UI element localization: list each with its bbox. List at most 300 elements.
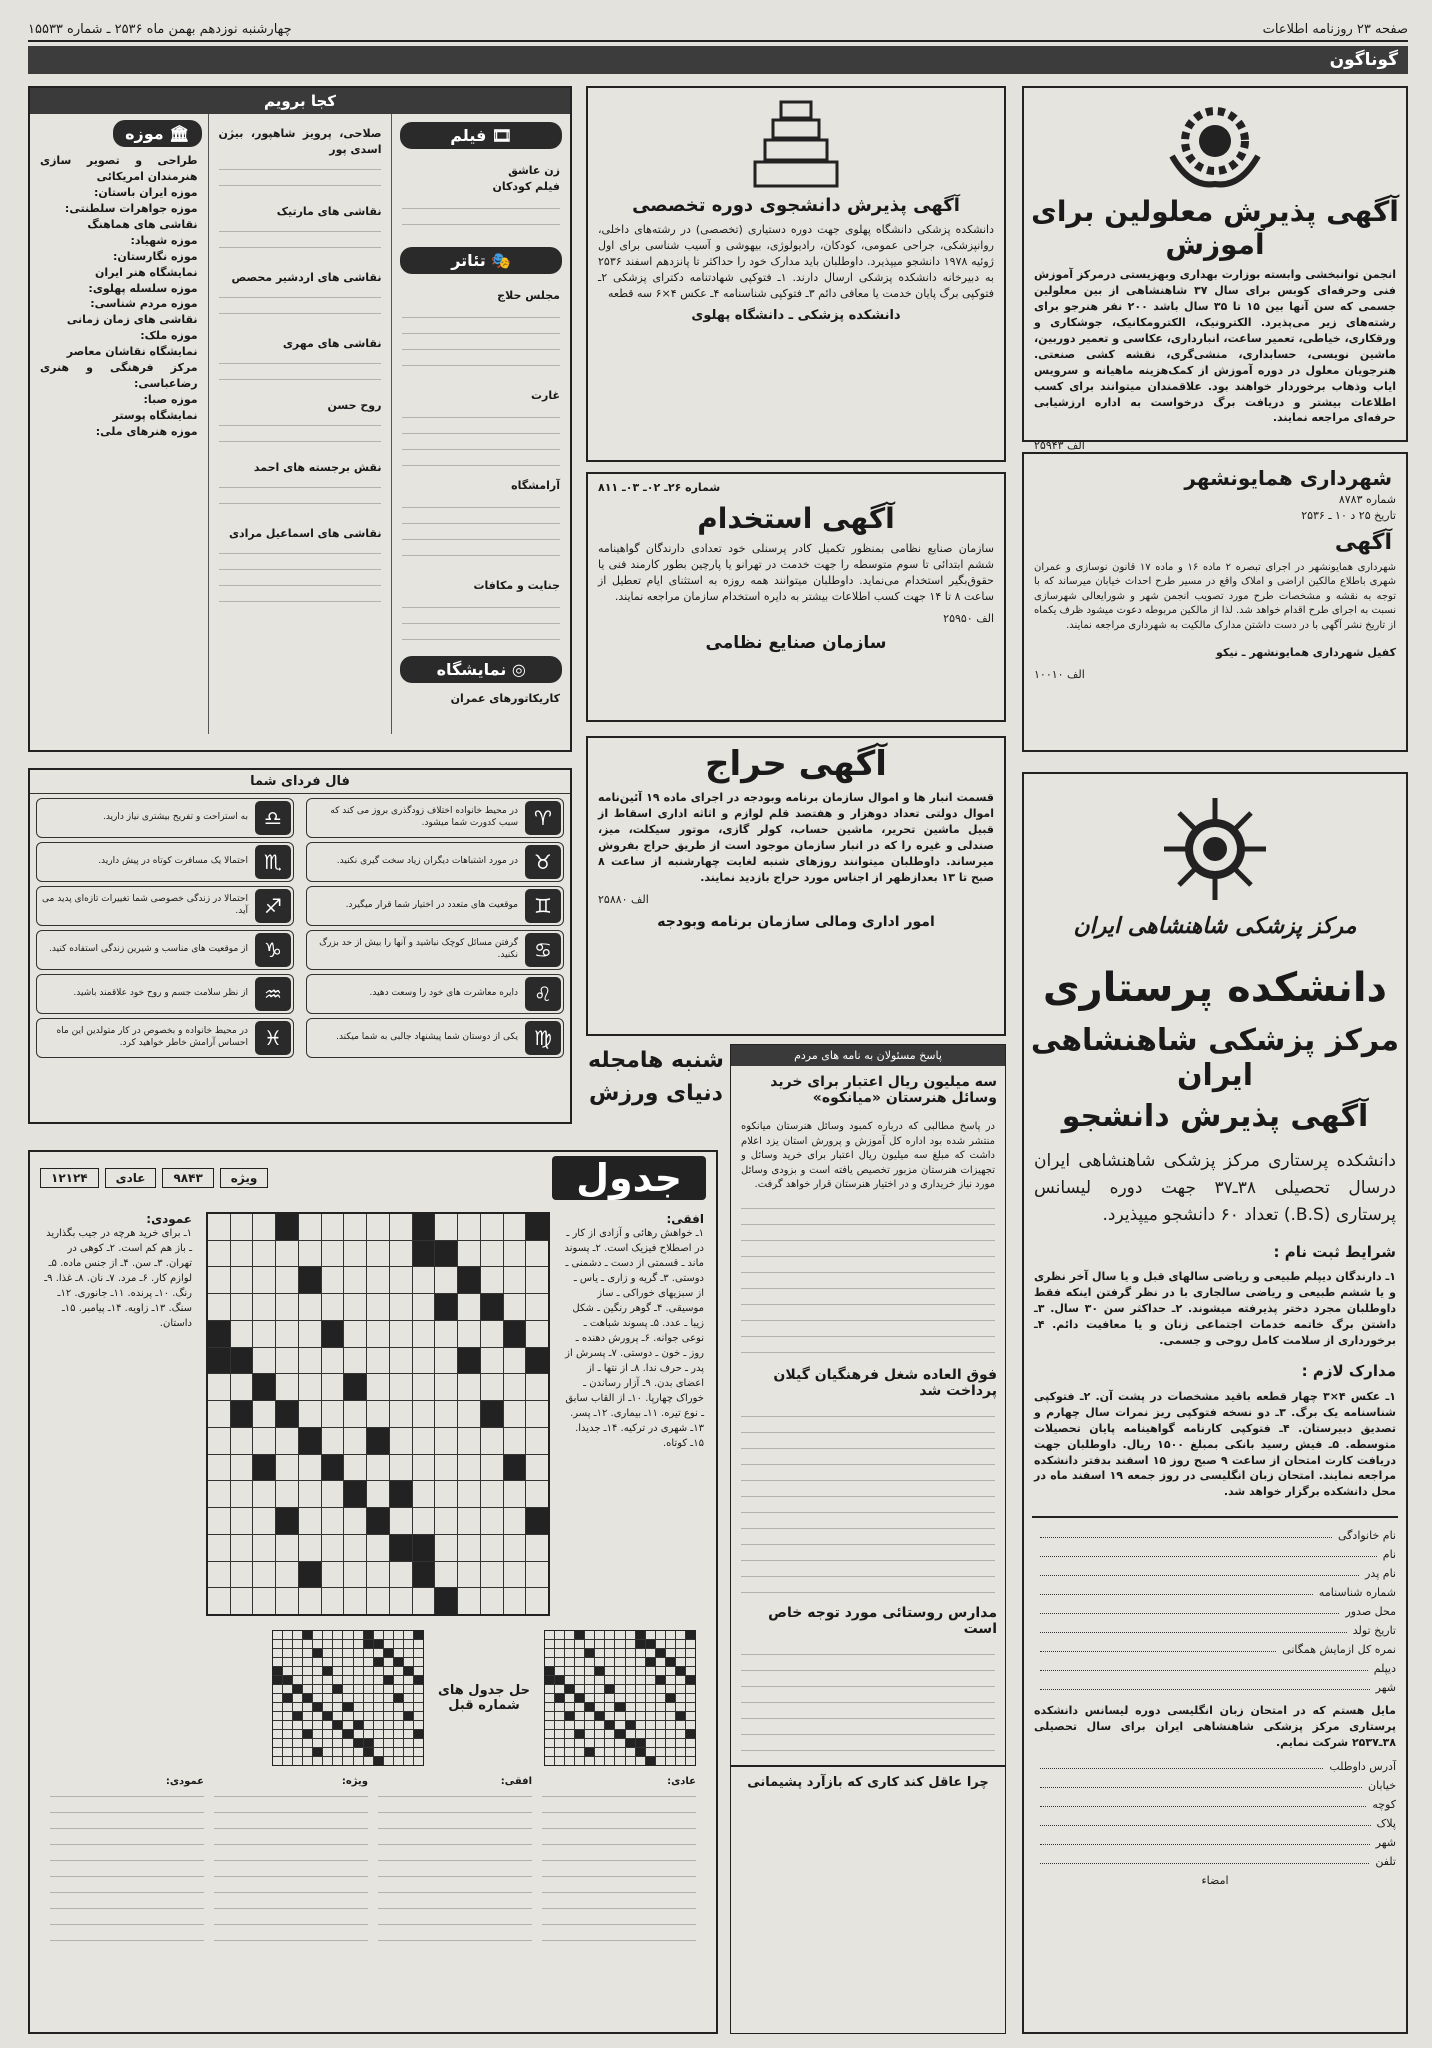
crossword-cell[interactable] — [253, 1428, 275, 1454]
crossword-cell[interactable] — [208, 1374, 230, 1400]
crossword-cell[interactable] — [344, 1428, 366, 1454]
crossword-cell[interactable] — [208, 1562, 230, 1588]
crossword-cell — [374, 1694, 383, 1702]
crossword-cell[interactable] — [390, 1294, 412, 1320]
crossword-cell — [364, 1757, 373, 1765]
crossword-cell[interactable] — [390, 1321, 412, 1347]
crossword-cell[interactable] — [322, 1267, 344, 1293]
crossword-cell[interactable] — [413, 1535, 435, 1561]
crossword-cell — [595, 1712, 604, 1720]
crossword-cell[interactable] — [253, 1535, 275, 1561]
hire-ref: الف ۲۵۹۵۰ — [943, 611, 994, 625]
crossword-cell[interactable] — [413, 1214, 435, 1240]
crossword-cell[interactable] — [253, 1214, 275, 1240]
crossword-cell — [615, 1631, 624, 1639]
crossword-cell — [414, 1712, 423, 1720]
crossword-cell[interactable] — [253, 1294, 275, 1320]
crossword-cell[interactable] — [231, 1241, 253, 1267]
ad-pahlavi-university — [586, 86, 1006, 462]
crossword-cell[interactable] — [390, 1267, 412, 1293]
crossword-cell[interactable] — [344, 1562, 366, 1588]
crossword-cell — [404, 1640, 413, 1648]
crossword-cell[interactable] — [208, 1241, 230, 1267]
crossword-cell — [626, 1658, 635, 1666]
crossword-cell[interactable] — [390, 1588, 412, 1614]
crossword-cell[interactable] — [413, 1267, 435, 1293]
crossword-cell[interactable] — [231, 1294, 253, 1320]
crossword-cell — [323, 1703, 332, 1711]
crossword-cell[interactable] — [390, 1481, 412, 1507]
crossword-cell[interactable] — [504, 1428, 526, 1454]
crossword-cell[interactable] — [231, 1535, 253, 1561]
crossword-cell[interactable] — [276, 1374, 298, 1400]
crossword-cell[interactable] — [458, 1481, 480, 1507]
crossword-cell[interactable] — [231, 1508, 253, 1534]
crossword-cell[interactable] — [526, 1374, 548, 1400]
crossword-cell[interactable] — [322, 1214, 344, 1240]
crossword-cell[interactable] — [231, 1374, 253, 1400]
crossword-cell[interactable] — [344, 1214, 366, 1240]
theatre-item: غارت — [530, 388, 560, 402]
crossword-cell[interactable] — [231, 1321, 253, 1347]
crossword-cell[interactable] — [299, 1374, 321, 1400]
crossword-cell[interactable] — [504, 1508, 526, 1534]
crossword-cell[interactable] — [299, 1428, 321, 1454]
museum-item: موزه نگارستان: — [112, 249, 198, 263]
crossword-cell[interactable] — [344, 1321, 366, 1347]
crossword-cell[interactable] — [526, 1348, 548, 1374]
crossword-cell[interactable] — [390, 1562, 412, 1588]
crossword-cell[interactable] — [458, 1455, 480, 1481]
crossword-cell[interactable] — [458, 1428, 480, 1454]
crossword-cell[interactable] — [208, 1348, 230, 1374]
crossword-cell[interactable] — [322, 1428, 344, 1454]
crossword-cell[interactable] — [276, 1535, 298, 1561]
crossword-cell[interactable] — [458, 1241, 480, 1267]
crossword-cell[interactable] — [367, 1348, 389, 1374]
crossword-cell[interactable] — [322, 1401, 344, 1427]
crossword-cell[interactable] — [322, 1241, 344, 1267]
crossword-cell[interactable] — [367, 1374, 389, 1400]
crossword-cell[interactable] — [367, 1321, 389, 1347]
crossword-cell[interactable] — [276, 1481, 298, 1507]
crossword-cell — [364, 1658, 373, 1666]
crossword-cell — [615, 1649, 624, 1657]
crossword-cell[interactable] — [276, 1294, 298, 1320]
crossword-cell[interactable] — [299, 1481, 321, 1507]
crossword-cell[interactable] — [504, 1481, 526, 1507]
crossword-cell — [293, 1757, 302, 1765]
crossword-cell[interactable] — [458, 1374, 480, 1400]
crossword-cell[interactable] — [322, 1455, 344, 1481]
crossword-cell[interactable] — [367, 1241, 389, 1267]
crossword-cell — [384, 1658, 393, 1666]
crossword-cell[interactable] — [526, 1214, 548, 1240]
crossword-cell — [575, 1694, 584, 1702]
crossword-cell[interactable] — [367, 1535, 389, 1561]
crossword-cell[interactable] — [253, 1562, 275, 1588]
crossword-cell[interactable] — [481, 1508, 503, 1534]
crossword-cell[interactable] — [208, 1428, 230, 1454]
crossword-cell — [545, 1685, 554, 1693]
crossword-cell[interactable] — [276, 1562, 298, 1588]
crossword-cell[interactable] — [208, 1401, 230, 1427]
crossword-cell — [545, 1640, 554, 1648]
ad-nursing-school — [1022, 772, 1408, 2034]
crossword-cell[interactable] — [481, 1348, 503, 1374]
crossword-cell[interactable] — [481, 1294, 503, 1320]
crossword-cell[interactable] — [504, 1294, 526, 1320]
crossword-cell[interactable] — [435, 1241, 457, 1267]
crossword-cell[interactable] — [367, 1267, 389, 1293]
crossword-cell[interactable] — [344, 1401, 366, 1427]
crossword-cell[interactable] — [458, 1401, 480, 1427]
crossword-cell[interactable] — [458, 1321, 480, 1347]
crossword-cell[interactable] — [413, 1241, 435, 1267]
crossword-cell[interactable] — [253, 1401, 275, 1427]
crossword-cell — [384, 1694, 393, 1702]
crossword-cell[interactable] — [276, 1348, 298, 1374]
crossword-cell[interactable] — [390, 1374, 412, 1400]
crossword-cell[interactable] — [367, 1294, 389, 1320]
crossword-cell[interactable] — [504, 1535, 526, 1561]
crossword-cell[interactable] — [413, 1481, 435, 1507]
crossword-cell[interactable] — [299, 1562, 321, 1588]
crossword-cell — [636, 1676, 645, 1684]
crossword-cell[interactable] — [526, 1401, 548, 1427]
crossword-cell[interactable] — [344, 1588, 366, 1614]
crossword-cell[interactable] — [413, 1374, 435, 1400]
crossword-cell[interactable] — [481, 1374, 503, 1400]
crossword-cell — [615, 1721, 624, 1729]
crossword-cell — [545, 1649, 554, 1657]
crossword-cell[interactable] — [208, 1214, 230, 1240]
crossword-cell[interactable] — [526, 1241, 548, 1267]
page-number: صفحه ۲۳ روزنامه اطلاعات — [1262, 21, 1408, 37]
crossword-cell[interactable] — [367, 1562, 389, 1588]
crossword-cell[interactable] — [367, 1481, 389, 1507]
crossword-cell[interactable] — [299, 1241, 321, 1267]
crossword-cell[interactable] — [322, 1508, 344, 1534]
crossword-cell[interactable] — [231, 1455, 253, 1481]
crossword-cell[interactable] — [276, 1428, 298, 1454]
crossword-cell[interactable] — [526, 1428, 548, 1454]
crossword-cell[interactable] — [458, 1294, 480, 1320]
crossword-cell[interactable] — [253, 1321, 275, 1347]
crossword-cell[interactable] — [299, 1455, 321, 1481]
crossword-cell[interactable] — [435, 1535, 457, 1561]
crossword-cell[interactable] — [208, 1588, 230, 1614]
crossword-cell[interactable] — [526, 1535, 548, 1561]
crossword-cell[interactable] — [526, 1267, 548, 1293]
crossword-cell[interactable] — [526, 1508, 548, 1534]
crossword-cell — [404, 1757, 413, 1765]
crossword-cell[interactable] — [322, 1562, 344, 1588]
crossword-cell[interactable] — [481, 1321, 503, 1347]
crossword-cell[interactable] — [504, 1562, 526, 1588]
crossword-title: جدول — [552, 1156, 706, 1200]
crossword-cell[interactable] — [253, 1348, 275, 1374]
crossword-cell[interactable] — [208, 1294, 230, 1320]
crossword-cell[interactable] — [458, 1267, 480, 1293]
crossword-cell[interactable] — [208, 1267, 230, 1293]
crossword-cell — [303, 1649, 312, 1657]
crossword-cell[interactable] — [253, 1588, 275, 1614]
crossword-cell[interactable] — [413, 1455, 435, 1481]
crossword-cell[interactable] — [458, 1562, 480, 1588]
crossword-cell — [565, 1658, 574, 1666]
crossword-cell[interactable] — [413, 1508, 435, 1534]
crossword-cell[interactable] — [299, 1535, 321, 1561]
zodiac-item: ♋ گرفتن مسائل کوچک نباشید و آنها را بیش از حد بزرگ نکنید. — [306, 930, 564, 970]
crossword-cell — [414, 1640, 423, 1648]
crossword-cell[interactable] — [413, 1401, 435, 1427]
crossword-cell[interactable] — [367, 1428, 389, 1454]
crossword-cell — [615, 1694, 624, 1702]
crossword-cell — [575, 1712, 584, 1720]
theatre-item: مجلس حلاج — [497, 288, 560, 302]
crossword-cell — [333, 1640, 342, 1648]
crossword-cell — [323, 1649, 332, 1657]
crossword-cell[interactable] — [208, 1481, 230, 1507]
crossword-cell[interactable] — [481, 1562, 503, 1588]
crossword-cell[interactable] — [390, 1241, 412, 1267]
crossword-cell[interactable] — [299, 1214, 321, 1240]
crossword-cell — [404, 1694, 413, 1702]
page-header — [28, 18, 1408, 42]
crossword-cell[interactable] — [276, 1321, 298, 1347]
crossword-cell[interactable] — [390, 1428, 412, 1454]
crossword-cell — [313, 1649, 322, 1657]
crossword-cell[interactable] — [481, 1588, 503, 1614]
crossword-cell — [615, 1676, 624, 1684]
crossword-cell[interactable] — [390, 1455, 412, 1481]
crossword-cell[interactable] — [299, 1508, 321, 1534]
crossword-cell[interactable] — [481, 1401, 503, 1427]
crossword-cell[interactable] — [526, 1588, 548, 1614]
crossword-cell[interactable] — [435, 1508, 457, 1534]
crossword-cell[interactable] — [413, 1321, 435, 1347]
crossword-cell — [404, 1721, 413, 1729]
crossword-cell[interactable] — [231, 1428, 253, 1454]
crossword-cell[interactable] — [253, 1481, 275, 1507]
crossword-cell[interactable] — [526, 1562, 548, 1588]
crossword-cell[interactable] — [413, 1428, 435, 1454]
crossword-cell — [364, 1721, 373, 1729]
crossword-cell[interactable] — [344, 1294, 366, 1320]
crossword-cell[interactable] — [344, 1374, 366, 1400]
crossword-cell[interactable] — [322, 1374, 344, 1400]
crossword-cell[interactable] — [253, 1508, 275, 1534]
crossword-cell — [313, 1757, 322, 1765]
crossword-cell[interactable] — [435, 1562, 457, 1588]
crossword-cell[interactable] — [322, 1535, 344, 1561]
crossword-cell[interactable] — [413, 1588, 435, 1614]
crossword-cell[interactable] — [526, 1455, 548, 1481]
crossword-cell[interactable] — [231, 1348, 253, 1374]
crossword-cell — [565, 1685, 574, 1693]
crossword-cell[interactable] — [299, 1348, 321, 1374]
pahlavi-title: آگهی پذیرش دانشجوی دوره تخصصی — [632, 195, 960, 216]
form-field: محل صدور — [1024, 1602, 1406, 1621]
crossword-cell[interactable] — [322, 1481, 344, 1507]
crossword-cell[interactable] — [435, 1294, 457, 1320]
crossword-cell[interactable] — [322, 1348, 344, 1374]
crossword-cell[interactable] — [435, 1374, 457, 1400]
crossword-cell[interactable] — [344, 1267, 366, 1293]
across-clues: افقی: ۱ـ خواهش رهائی و آزادی از کار ـ در اصطلاح فیزیک است. ۲ـ پسوند ماند ـ قسمتی از دست ـ دشمنی ـ دوستی. ۳ـ گریه و زاری ـ یاس ـ از سبزیهای خوراکی ـ ساز موسیقی. ۴ـ گوهر رنگین ـ شکل زیبا ـ عدد. ۵ـ پسوند شباهت ـ نوعی جوانه. ۶ـ پرورش دهنده ـ روز ـ خون ـ دوستی. ۷ـ پسرش از پدر ـ حرف ندا. ۸ـ از نتها ـ از اعضای بدن. ۹ـ آزار رساندن ـ خوراک چهارپا. ۱۰ـ از القاب سابق ـ نوع تیره. ۱۱ـ بیماری. ۱۲ـ پسر. ۱۳ـ شهری در ترکیه. ۱۴ـ جدیدا. ۱۵ـ کوتاه. — [564, 1212, 704, 1449]
crossword-cell[interactable] — [322, 1588, 344, 1614]
crossword-cell[interactable] — [253, 1241, 275, 1267]
crossword-cell — [283, 1658, 292, 1666]
crossword-cell[interactable] — [367, 1588, 389, 1614]
crossword-cell[interactable] — [435, 1481, 457, 1507]
crossword-cell — [374, 1721, 383, 1729]
crossword-cell[interactable] — [458, 1508, 480, 1534]
crossword-cell[interactable] — [208, 1508, 230, 1534]
crossword-cell[interactable] — [231, 1588, 253, 1614]
crossword-cell[interactable] — [344, 1348, 366, 1374]
crossword-cell[interactable] — [208, 1535, 230, 1561]
crossword-cell[interactable] — [367, 1214, 389, 1240]
crossword-cell[interactable] — [481, 1428, 503, 1454]
muni-ref: الف ۱۰۰۱۰ — [1034, 668, 1085, 682]
crossword-cell[interactable] — [435, 1214, 457, 1240]
crossword-cell[interactable] — [504, 1214, 526, 1240]
crossword-grid[interactable] — [206, 1212, 550, 1616]
crossword-cell[interactable] — [458, 1214, 480, 1240]
crossword-cell[interactable] — [322, 1321, 344, 1347]
crossword-cell[interactable] — [231, 1562, 253, 1588]
crossword-cell[interactable] — [231, 1267, 253, 1293]
crossword-cell[interactable] — [435, 1401, 457, 1427]
crossword-cell[interactable] — [390, 1535, 412, 1561]
crossword-cell[interactable] — [481, 1455, 503, 1481]
crossword-cell[interactable] — [344, 1535, 366, 1561]
crossword-cell — [636, 1748, 645, 1756]
crossword-cell[interactable] — [208, 1455, 230, 1481]
crossword-cell[interactable] — [390, 1401, 412, 1427]
crossword-cell[interactable] — [481, 1481, 503, 1507]
crossword-cell[interactable] — [504, 1321, 526, 1347]
crossword-cell — [686, 1739, 695, 1747]
crossword-cell[interactable] — [526, 1481, 548, 1507]
crossword-cell[interactable] — [413, 1562, 435, 1588]
crossword-cell — [374, 1676, 383, 1684]
crossword-cell — [293, 1694, 302, 1702]
crossword-cell[interactable] — [299, 1588, 321, 1614]
crossword-cell — [565, 1730, 574, 1738]
crossword-cell[interactable] — [435, 1428, 457, 1454]
crossword-cell[interactable] — [276, 1214, 298, 1240]
crossword-cell — [384, 1748, 393, 1756]
crossword-cell — [646, 1676, 655, 1684]
crossword-cell[interactable] — [299, 1401, 321, 1427]
crossword-cell[interactable] — [253, 1455, 275, 1481]
crossword-cell[interactable] — [435, 1588, 457, 1614]
crossword-cell[interactable] — [435, 1267, 457, 1293]
capricorn-icon: ♑ — [255, 933, 291, 967]
crossword-cell[interactable] — [367, 1455, 389, 1481]
crossword-cell — [283, 1748, 292, 1756]
crossword-cell[interactable] — [526, 1294, 548, 1320]
crossword-cell[interactable] — [458, 1588, 480, 1614]
crossword-cell — [364, 1685, 373, 1693]
crossword-cell[interactable] — [276, 1241, 298, 1267]
crossword-cell[interactable] — [390, 1348, 412, 1374]
crossword-cell[interactable] — [481, 1535, 503, 1561]
crossword-cell — [293, 1721, 302, 1729]
crossword-cell[interactable] — [276, 1508, 298, 1534]
crossword-cell[interactable] — [344, 1455, 366, 1481]
crossword-cell — [343, 1649, 352, 1657]
crossword-cell — [646, 1703, 655, 1711]
crossword-cell[interactable] — [481, 1241, 503, 1267]
crossword-cell[interactable] — [276, 1401, 298, 1427]
crossword-cell[interactable] — [390, 1508, 412, 1534]
crossword-cell[interactable] — [299, 1321, 321, 1347]
crossword-cell[interactable] — [504, 1455, 526, 1481]
crossword-cell[interactable] — [344, 1508, 366, 1534]
zodiac-item: ♉ در مورد اشتباهات دیگران زیاد سخت گیری نکنید. — [306, 842, 564, 882]
crossword-cell — [364, 1730, 373, 1738]
crossword-cell — [414, 1694, 423, 1702]
crossword-cell — [555, 1694, 564, 1702]
crossword-cell[interactable] — [344, 1481, 366, 1507]
crossword-cell — [364, 1640, 373, 1648]
crossword-cell[interactable] — [504, 1374, 526, 1400]
theatre-item: آرامشگاه — [511, 478, 560, 492]
crossword-cell[interactable] — [481, 1267, 503, 1293]
crossword-cell[interactable] — [231, 1214, 253, 1240]
crossword-cell[interactable] — [253, 1267, 275, 1293]
crossword-cell[interactable] — [504, 1348, 526, 1374]
crossword-cell[interactable] — [458, 1535, 480, 1561]
crossword-cell — [293, 1649, 302, 1657]
crossword-cell[interactable] — [253, 1374, 275, 1400]
crossword-cell[interactable] — [231, 1481, 253, 1507]
crossword-cell[interactable] — [299, 1267, 321, 1293]
crossword-cell[interactable] — [504, 1588, 526, 1614]
crossword-cell[interactable] — [504, 1241, 526, 1267]
crossword-cell[interactable] — [344, 1241, 366, 1267]
hire-number: شماره ۲۶ـ ۰۲ـ ۰۳ـ ۸۱۱ — [598, 481, 721, 494]
crossword-cell[interactable] — [367, 1401, 389, 1427]
crossword-cell[interactable] — [435, 1455, 457, 1481]
crossword-cell[interactable] — [390, 1214, 412, 1240]
crossword-cell[interactable] — [276, 1455, 298, 1481]
crossword-cell[interactable] — [208, 1321, 230, 1347]
crossword-cell[interactable] — [526, 1321, 548, 1347]
crossword-cell[interactable] — [435, 1348, 457, 1374]
crossword-cell[interactable] — [231, 1401, 253, 1427]
crossword-cell[interactable] — [413, 1294, 435, 1320]
crossword-cell[interactable] — [458, 1348, 480, 1374]
crossword-cell[interactable] — [299, 1294, 321, 1320]
crossword-cell[interactable] — [435, 1321, 457, 1347]
crossword-cell[interactable] — [276, 1588, 298, 1614]
crossword-cell — [374, 1649, 383, 1657]
crossword-cell — [354, 1694, 363, 1702]
crossword-cell[interactable] — [413, 1348, 435, 1374]
crossword-cell[interactable] — [504, 1401, 526, 1427]
crossword-cell[interactable] — [504, 1267, 526, 1293]
crossword-cell[interactable] — [367, 1508, 389, 1534]
crossword-cell[interactable] — [322, 1294, 344, 1320]
crossword-cell[interactable] — [481, 1214, 503, 1240]
crossword-cell[interactable] — [276, 1267, 298, 1293]
solution-title: حل جدول های شماره قبل — [437, 1683, 531, 1713]
